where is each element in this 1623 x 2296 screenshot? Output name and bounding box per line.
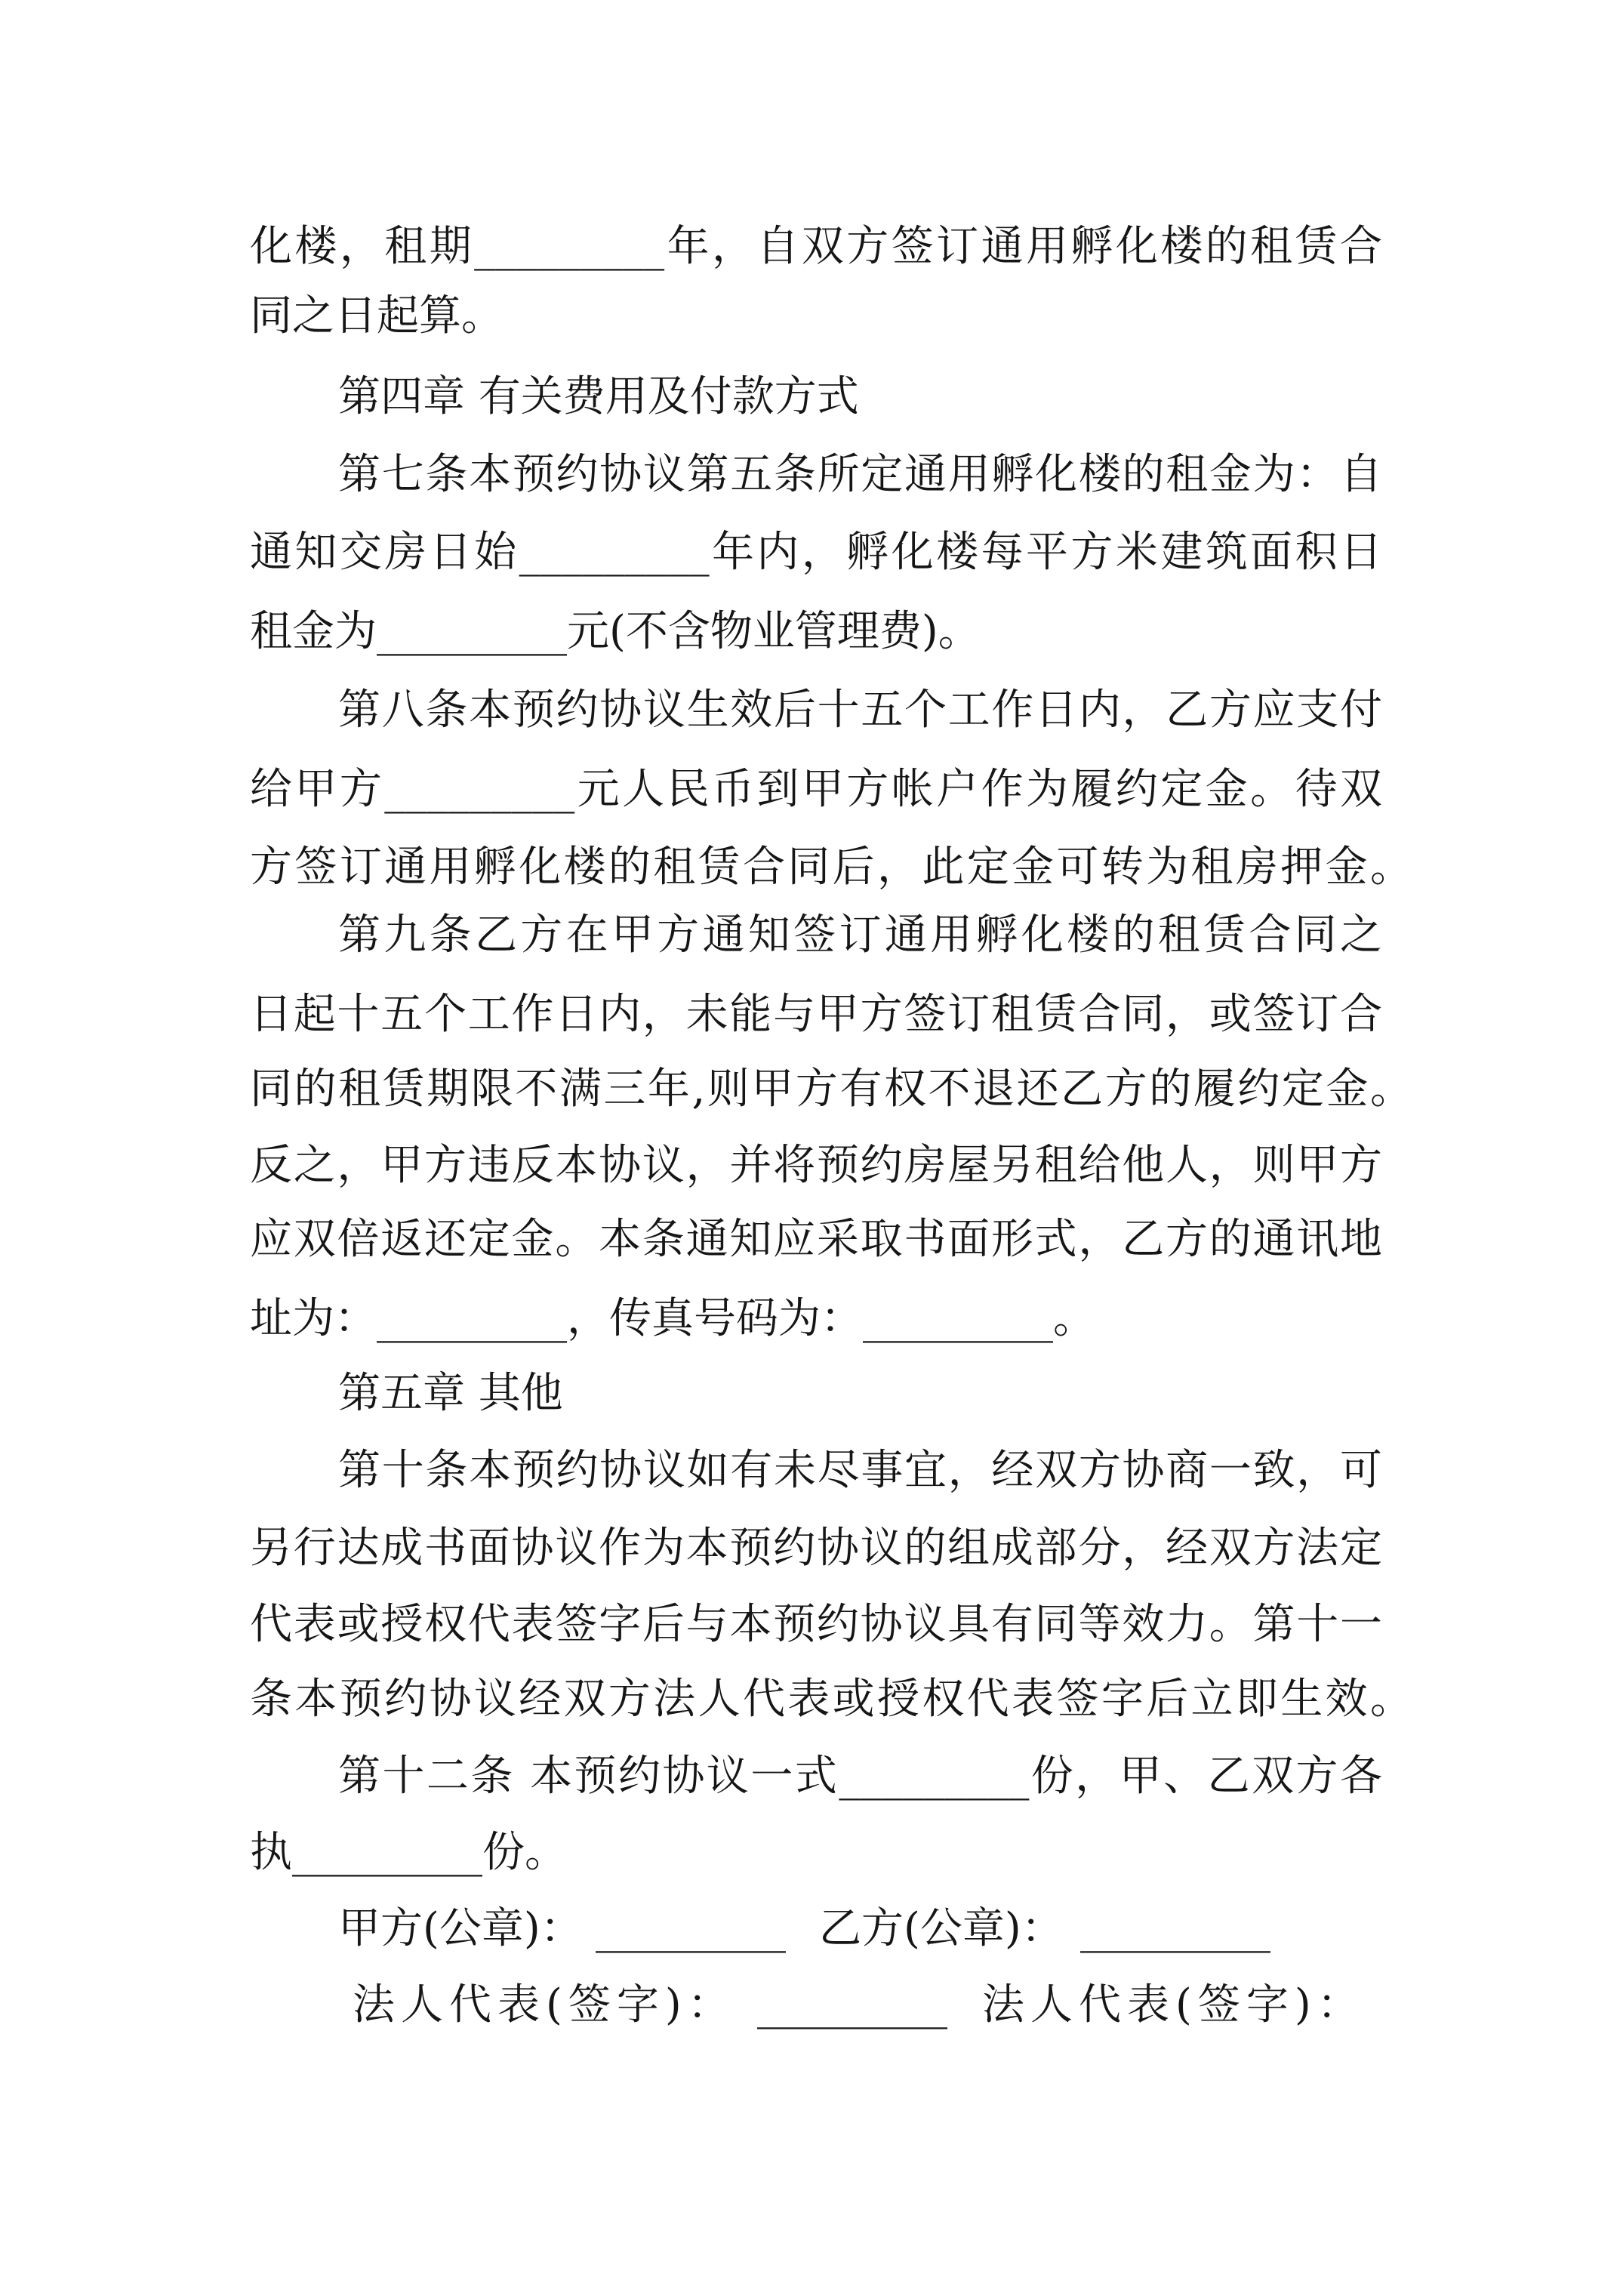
article-12-line: 第十二条 本预约协议一式_________份，甲、乙双方各 <box>338 1752 1382 1801</box>
article-9-line: 日起十五个工作日内，未能与甲方签订租赁合同，或签订合 <box>250 990 1382 1039</box>
article-continuation-line: 化楼，租期_________年，自双方签订通用孵化楼的租赁合 <box>250 222 1382 271</box>
article-9-line: 址为：_________，传真号码为：_________。 <box>250 1294 1095 1343</box>
article-continuation-line: 同之日起算。 <box>250 291 504 341</box>
article-10-11-line: 第十条本预约协议如有未尽事宜，经双方协商一致，可 <box>338 1446 1382 1495</box>
chapter-4-heading: 第四章 有关费用及付款方式 <box>338 372 859 421</box>
legal-rep-signature-row <box>0 1975 1623 2036</box>
article-8-line: 第八条本预约协议生效后十五个工作日内，乙方应支付 <box>338 686 1382 735</box>
article-7-line: 第七条本预约协议第五条所定通用孵化楼的租金为：自 <box>338 450 1382 499</box>
article-10-11-line: 代表或授权代表签字后与本预约协议具有同等效力。第十一 <box>250 1600 1382 1649</box>
party-b-rep-label: 法人代表(签字)： <box>982 1980 1366 2029</box>
article-10-11-line: 条本预约协议经双方法人代表或授权代表签字后立即生效。 <box>250 1675 1412 1724</box>
article-9-line: 应双倍返还定金。本条通知应采取书面形式，乙方的通讯地 <box>250 1215 1382 1264</box>
seal-signature-row <box>0 1899 1623 1959</box>
article-9-line: 反之，甲方违反本协议，并将预约房屋另租给他人，则甲方 <box>250 1141 1382 1190</box>
party-a-rep-blank: _________ <box>757 1980 947 2029</box>
party-a-seal-label: 甲方(公章)： <box>338 1904 583 1953</box>
article-8-line: 给甲方_________元人民币到甲方帐户作为履约定金。待双 <box>250 765 1382 814</box>
party-b-seal-label: 乙方(公章)： <box>819 1904 1064 1953</box>
article-7-line: 通知交房日始_________年内，孵化楼每平方米建筑面积日 <box>250 528 1382 577</box>
party-a-rep-label: 法人代表(签字)： <box>353 1980 736 2029</box>
article-9-line: 第九条乙方在甲方通知签订通用孵化楼的租赁合同之 <box>338 911 1382 960</box>
party-a-seal-blank: _________ <box>596 1904 786 1953</box>
party-b-seal-blank: _________ <box>1080 1904 1270 1953</box>
chapter-5-heading: 第五章 其他 <box>338 1369 563 1418</box>
article-12-line: 执_________份。 <box>250 1828 567 1877</box>
article-8-line: 方签订通用孵化楼的租赁合同后，此定金可转为租房押金。 <box>250 843 1412 892</box>
article-10-11-line: 另行达成书面协议作为本预约协议的组成部分，经双方法定 <box>250 1524 1382 1573</box>
article-7-line: 租金为_________元(不含物业管理费)。 <box>250 607 981 656</box>
article-9-line: 同的租赁期限不满三年,则甲方有权不退还乙方的履约定金。 <box>250 1065 1412 1114</box>
